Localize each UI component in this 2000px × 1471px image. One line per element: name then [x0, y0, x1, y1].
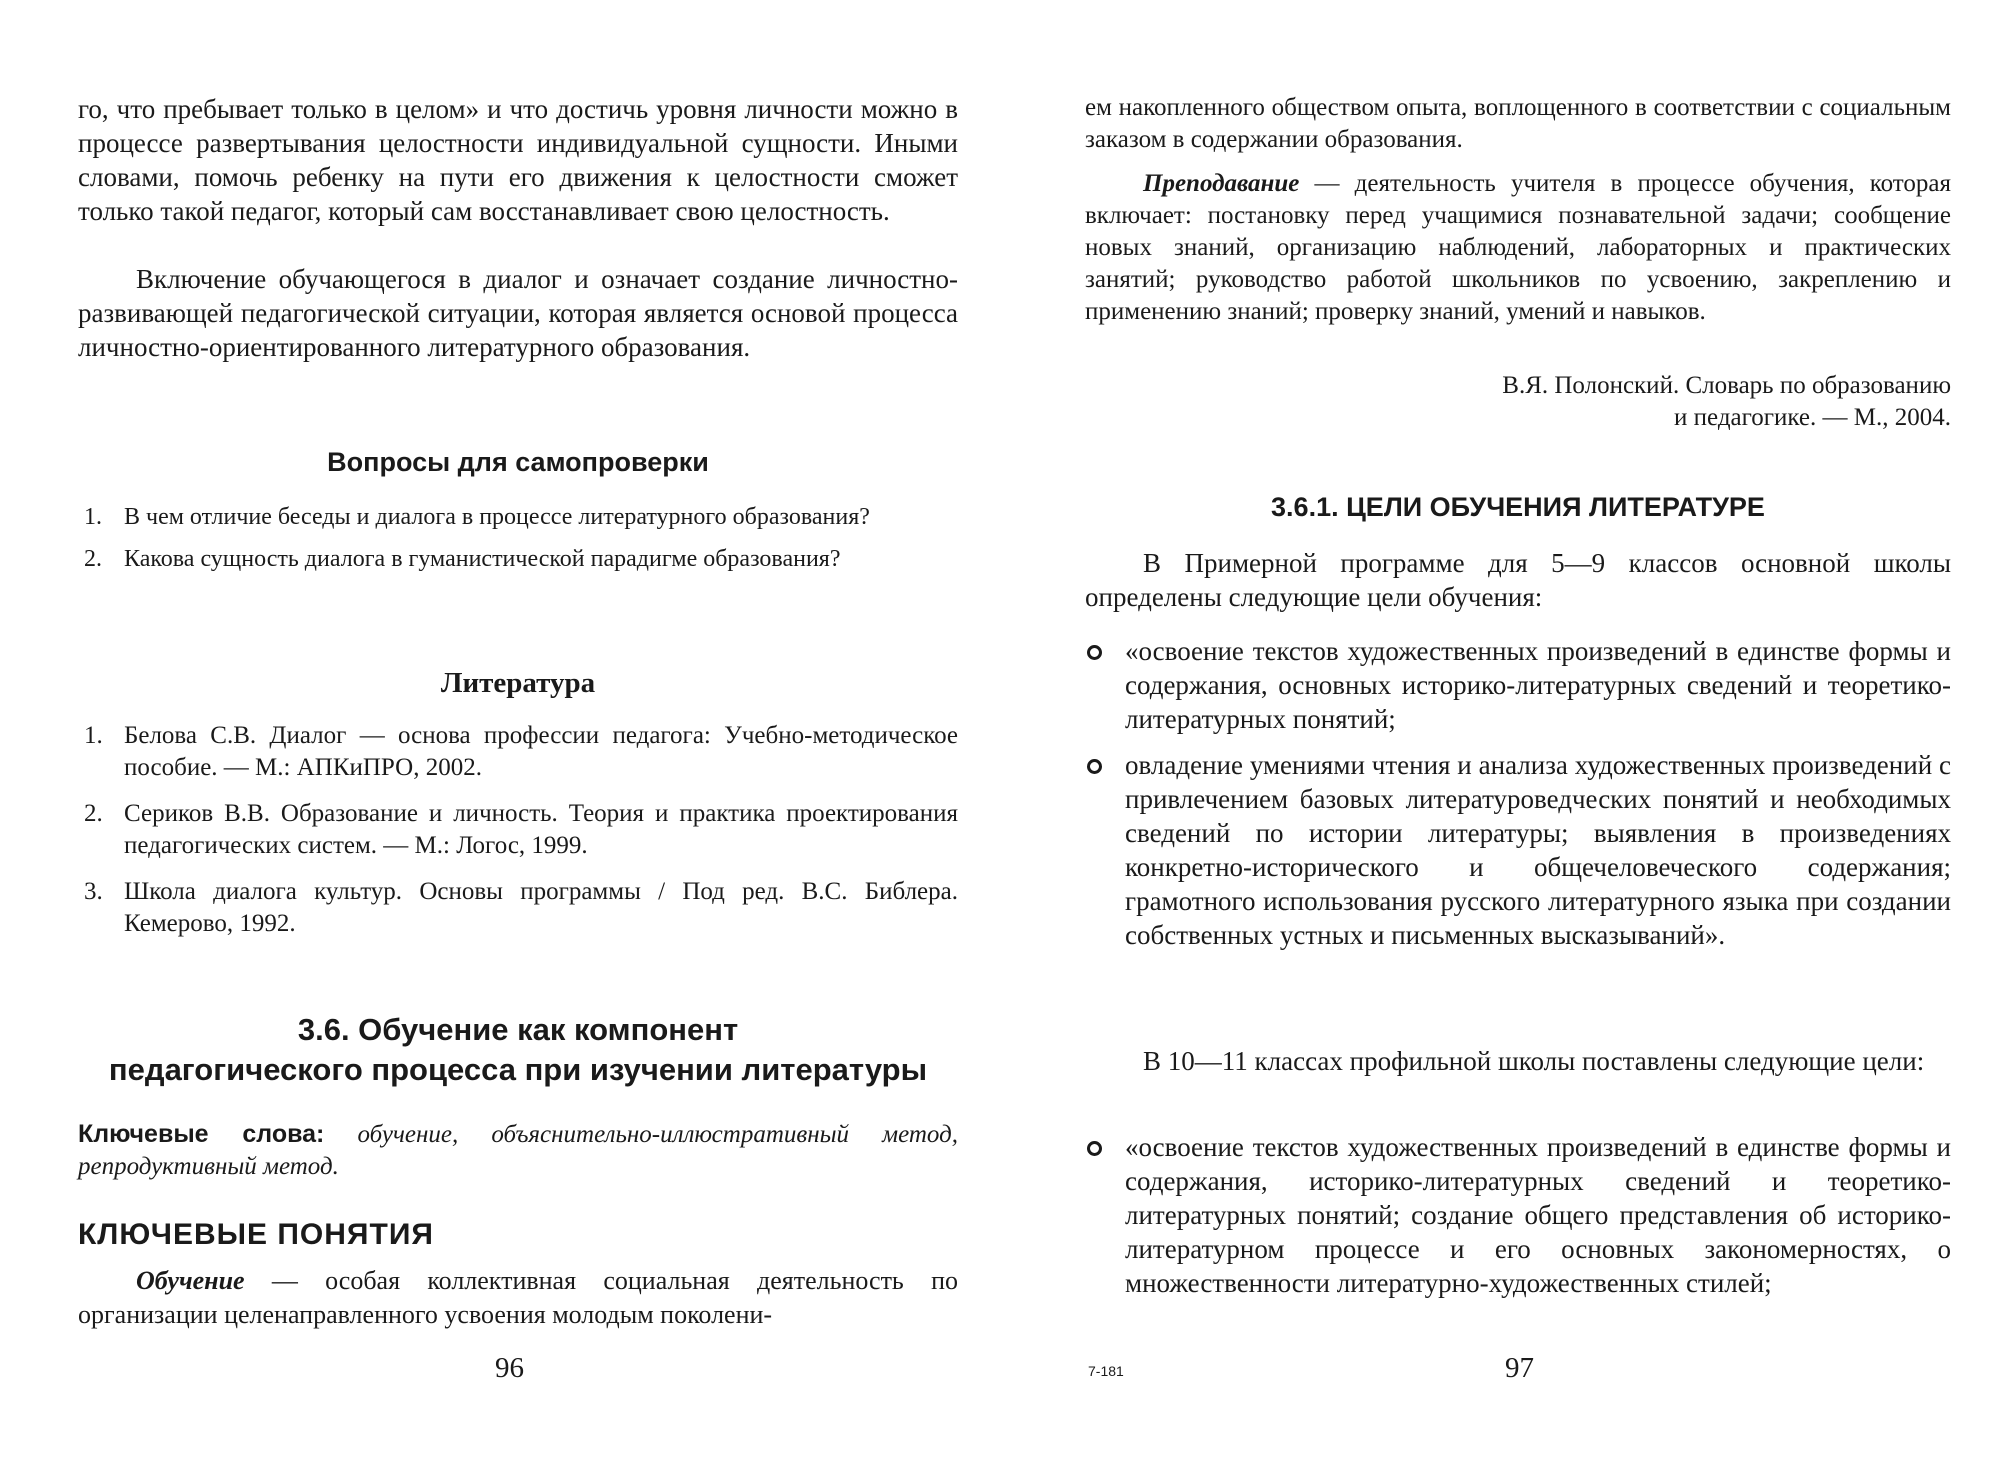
literature-list [78, 720, 958, 954]
concept-term: Обучение [136, 1266, 245, 1295]
concept-definition-text: — особая коллективная социальная деятельность по организации целенаправленного усвоения молодым поколени- [78, 1266, 958, 1329]
list-item [78, 720, 958, 784]
item-number: 3. [84, 878, 103, 905]
list-item [78, 798, 958, 862]
goals-5-9-list [1085, 634, 1951, 964]
list-item [78, 544, 958, 574]
section-title-line-1: 3.6. Обучение как компонент [297, 1012, 739, 1047]
page-number: 96 [495, 1352, 524, 1384]
teaching-definition [1085, 168, 1951, 328]
item-number: 2. [84, 546, 102, 572]
left-page [78, 0, 958, 1471]
literature-title: Литература [440, 667, 596, 699]
citation-line-2: и педагогике. — М., 2004. [1674, 404, 1951, 431]
item-text: овладение умениями чтения и анализа художественных произведений с привлечением базовых литературоведческих понятий и необходимых сведений по истории литературы; выявления в произведениях конкретно-исторического и общечеловеческого содержания; грамотного использования русского литературного языка при создании собственных устных и письменных высказываний». [1125, 750, 1951, 950]
list-item [1085, 1130, 1951, 1300]
intro-paragraph: В Примерной программе для 5—9 классов основной школы определены следующие цели обучения: [1085, 548, 1951, 612]
item-text: «освоение текстов художественных произведений в единстве формы и содержания, основных историко-литературных сведений и теоретико-литературных понятий; [1125, 636, 1951, 734]
item-text: Сериков В.В. Образование и личность. Теория и практика проектирования педагогических систем. — М.: Логос, 1999. [124, 800, 958, 859]
item-text: Какова сущность диалога в гуманистической парадигме образования? [124, 546, 841, 572]
opening-paragraph: го, что пребывает только в целом» и что достичь уровня личности можно в процессе развертывания целостности индивидуальной сущности. Иными словами, помочь ребенку на пути его движения к целостности сможет только такой педагог, который сам восстанавливает свою целостность. [78, 94, 958, 226]
keywords-text: обучение, объяснительно-иллюстративный метод, репродуктивный метод. [78, 1121, 958, 1180]
continuation-paragraph: ем накопленного обществом опыта, воплощенного в соответствии с социальным заказом в содержании образования. [1085, 94, 1951, 153]
item-text: Белова С.В. Диалог — основа профессии педагога: Учебно-методическое пособие. — М.: АПКиПРО, 2002. [124, 722, 958, 781]
keywords [78, 1118, 958, 1183]
item-number: 1. [84, 722, 103, 749]
list-item [78, 876, 958, 940]
profile-paragraph: В 10—11 классах профильной школы поставлены следующие цели: [1143, 1046, 1925, 1076]
citation [1085, 370, 1951, 434]
bullet-icon [1087, 1141, 1102, 1156]
item-text: В чем отличие беседы и диалога в процессе литературного образования? [124, 504, 870, 530]
keywords-label: Ключевые слова: [78, 1120, 325, 1148]
list-item [1085, 634, 1951, 736]
item-text: Школа диалога культур. Основы программы / Под ред. В.С. Библера. Кемерово, 1992. [124, 878, 958, 937]
section-title [78, 1010, 958, 1090]
subsection-title: 3.6.1. ЦЕЛИ ОБУЧЕНИЯ ЛИТЕРАТУРЕ [1271, 492, 1765, 522]
concepts-heading: КЛЮЧЕВЫЕ ПОНЯТИЯ [78, 1218, 434, 1251]
section-title-line-2: педагогического процесса при изучении литературы [108, 1052, 928, 1087]
self-check-title: Вопросы для самопроверки [327, 447, 709, 477]
list-item [1085, 748, 1951, 952]
goals-10-11-list [1085, 1130, 1951, 1312]
bullet-icon [1087, 759, 1102, 774]
concept-definition [78, 1264, 958, 1332]
teaching-term: Преподавание [1143, 170, 1300, 197]
signature-mark: 7-181 [1088, 1363, 1124, 1379]
item-number: 1. [84, 504, 102, 530]
list-item [78, 502, 958, 532]
item-number: 2. [84, 800, 103, 827]
self-check-list [78, 502, 958, 586]
bullet-icon [1087, 645, 1102, 660]
citation-line-1: В.Я. Полонский. Словарь по образованию [1502, 372, 1951, 399]
right-page [1085, 0, 1951, 1471]
second-paragraph: Включение обучающегося в диалог и означает создание личностно-развивающей педагогической ситуации, которая является основой процесса личностно-ориентированного литературного образования. [78, 264, 958, 362]
page-number: 97 [1505, 1352, 1534, 1384]
teaching-definition-text: — деятельность учителя в процессе обучения, которая включает: постановку перед учащимися познавательной задачи; сообщение новых знаний, организацию наблюдений, лабораторных и практических занятий; руководство работой школьников по усвоению, закреплению и применению знаний; проверку знаний, умений и навыков. [1085, 170, 1951, 325]
item-text: «освоение текстов художественных произведений в единстве формы и содержания, историко-литературных сведений и теоретико-литературных понятий; создание общего представления об историко-литературном процессе и его основных закономерностях, о множественности литературно-художественных стилей; [1125, 1132, 1951, 1298]
